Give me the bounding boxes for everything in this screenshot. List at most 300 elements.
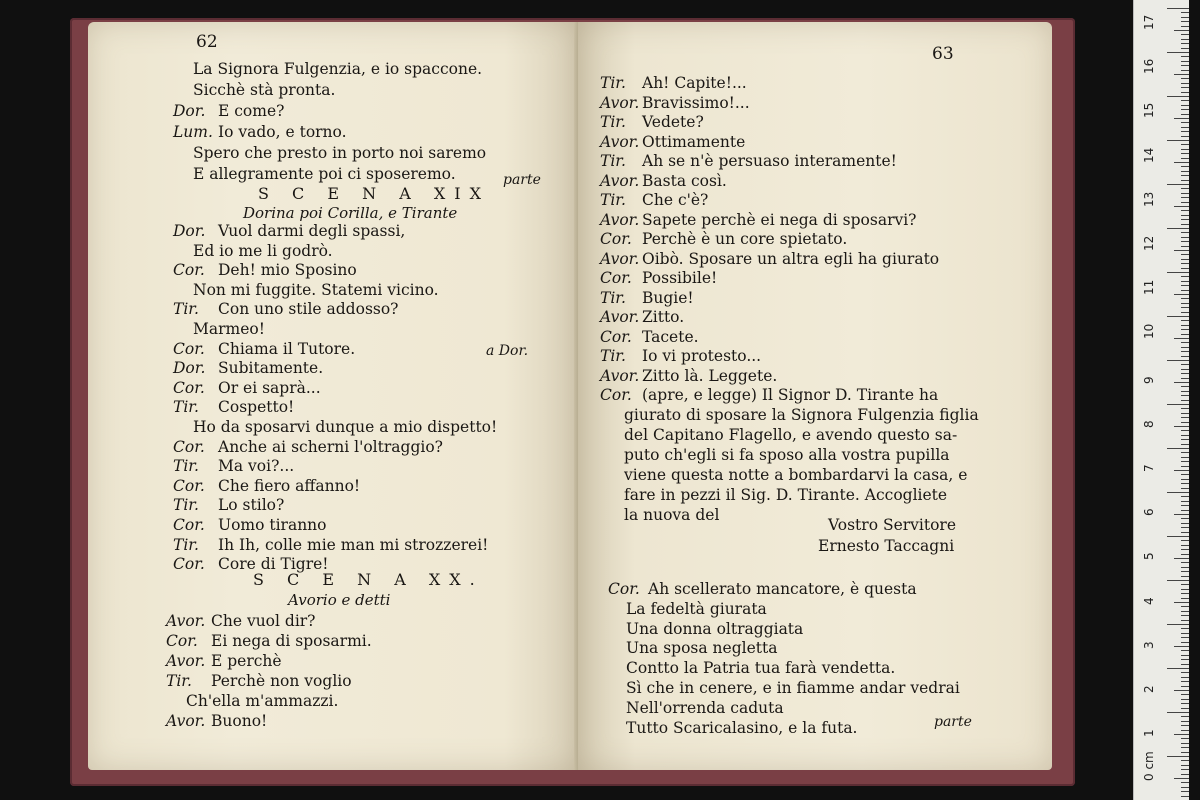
ruler-tick: [1181, 738, 1189, 739]
ruler-tick: [1181, 246, 1189, 247]
ruler-tick: [1167, 492, 1189, 493]
ruler-number: 8: [1142, 420, 1156, 428]
ruler-tick: [1167, 360, 1189, 361]
ruler-tick: [1181, 290, 1189, 291]
dialogue-line: Ho da sposarvi dunque a mio dispetto!: [193, 418, 498, 436]
ruler-tick: [1181, 791, 1189, 792]
speaker-label: Avor.: [600, 249, 640, 268]
dialogue-line: Una donna oltraggiata: [626, 619, 804, 638]
speaker-label: Cor.: [173, 437, 205, 456]
speaker-label: Cor.: [608, 580, 640, 598]
dialogue-line: Ottimamente: [642, 132, 746, 151]
dialogue-line: Spero che presto in porto noi saremo: [193, 144, 487, 162]
ruler-tick: [1181, 149, 1189, 150]
ruler-tick: [1181, 752, 1189, 753]
ruler-tick: [1181, 347, 1189, 348]
ruler-tick: [1181, 527, 1189, 528]
ruler-tick: [1167, 756, 1189, 757]
ruler-tick: [1174, 602, 1189, 603]
ruler-tick: [1181, 545, 1189, 546]
ruler-tick: [1167, 272, 1189, 273]
dialogue-line: Bugie!: [642, 288, 694, 307]
letter-signature-2: Ernesto Taccagni: [818, 537, 955, 555]
ruler-number: 6: [1142, 508, 1156, 517]
ruler-tick: [1181, 298, 1189, 299]
ruler-tick: [1181, 615, 1189, 616]
speaker-label: Tir.: [600, 152, 626, 170]
dialogue-line: Possibile!: [642, 269, 718, 287]
ruler-tick: [1181, 611, 1189, 612]
ruler-tick: [1181, 479, 1189, 480]
left-page: [88, 22, 578, 770]
speaker-label: Dor.: [173, 222, 206, 240]
dialogue-line: E come?: [218, 102, 285, 120]
ruler-tick: [1181, 716, 1189, 717]
speaker-label: Tir.: [600, 113, 626, 131]
dialogue-line: Zitto là. Leggete.: [642, 366, 778, 385]
dialogue-line: Vedete?: [642, 113, 704, 131]
dialogue-line: Perchè non voglio: [211, 672, 352, 690]
page-number-right: 63: [932, 44, 954, 64]
ruler-tick: [1181, 26, 1189, 27]
speaker-label: Avor.: [166, 612, 206, 630]
ruler-tick: [1181, 483, 1189, 484]
dialogue-line: Sicchè stà pronta.: [193, 81, 336, 99]
ruler-tick: [1181, 219, 1189, 220]
ruler-tick: [1181, 598, 1189, 599]
ruler-tick: [1167, 140, 1189, 141]
ruler-tick: [1181, 171, 1189, 172]
ruler-tick: [1181, 422, 1189, 423]
ruler-tick: [1181, 562, 1189, 563]
ruler-tick: [1181, 83, 1189, 84]
dialogue-line: Ei nega di sposarmi.: [211, 632, 372, 650]
ruler-tick: [1181, 606, 1189, 607]
dialogue-line: Tutto Scaricalasino, e la futa.: [626, 718, 858, 737]
ruler-tick: [1181, 725, 1189, 726]
ruler-tick: [1181, 215, 1189, 216]
ruler-tick: [1174, 162, 1189, 163]
speaker-label: Avor.: [600, 93, 640, 112]
ruler-tick: [1181, 61, 1189, 62]
ruler-tick: [1181, 373, 1189, 374]
ruler-tick: [1181, 334, 1189, 335]
ruler-tick: [1181, 188, 1189, 189]
ruler-number: 14: [1142, 147, 1156, 163]
ruler-number: 11: [1142, 279, 1156, 296]
ruler-tick: [1181, 593, 1189, 594]
ruler-tick: [1181, 681, 1189, 682]
ruler-tick: [1181, 17, 1189, 18]
dialogue-line: Anche ai scherni l'oltraggio?: [218, 437, 443, 456]
ruler-tick: [1181, 100, 1189, 101]
dialogue-line: Non mi fuggite. Statemi vicino.: [193, 280, 439, 299]
speaker-label: Tir.: [600, 74, 626, 92]
ruler-tick: [1181, 703, 1189, 704]
speaker-label: Tir.: [173, 300, 199, 319]
ruler-tick: [1167, 96, 1189, 97]
ruler-number: 17: [1142, 14, 1156, 30]
speaker-label: Cor.: [166, 632, 198, 650]
dialogue-line: Bravissimo!...: [642, 93, 750, 112]
ruler-tick: [1174, 74, 1189, 75]
dialogue-line: (apre, e legge) Il Signor D. Tirante ha: [642, 386, 939, 404]
ruler-number: 16: [1142, 58, 1156, 75]
dialogue-line: Che c'è?: [642, 191, 709, 209]
speaker-label: Tir.: [600, 347, 626, 365]
ruler-number: 0 cm: [1142, 751, 1156, 782]
ruler-tick: [1181, 307, 1189, 308]
dialogue-line: Nell'orrenda caduta: [626, 698, 784, 717]
letter-signature-1: Vostro Servitore: [828, 516, 957, 534]
ruler-tick: [1181, 518, 1189, 519]
ruler-tick: [1181, 12, 1189, 13]
stage-note-parte-right: parte: [934, 714, 972, 730]
dialogue-line: Che fiero affanno!: [218, 476, 361, 495]
ruler-tick: [1181, 356, 1189, 357]
ruler-tick: [1181, 48, 1189, 49]
speaker-label: Cor.: [600, 269, 632, 287]
ruler-tick: [1181, 461, 1189, 462]
ruler-tick: [1181, 743, 1189, 744]
dialogue-line: Zitto.: [642, 308, 685, 326]
stage-note-a-dor: a Dor.: [486, 343, 529, 359]
letter-line: del Capitano Flagello, e avendo questo sa-: [624, 426, 958, 444]
ruler-tick: [1181, 109, 1189, 110]
ruler-tick: [1167, 184, 1189, 185]
ruler-tick: [1174, 734, 1189, 735]
ruler-tick: [1181, 329, 1189, 330]
ruler-tick: [1181, 501, 1189, 502]
ruler-tick: [1181, 642, 1189, 643]
ruler-tick: [1181, 540, 1189, 541]
ruler-tick: [1181, 474, 1189, 475]
ruler-tick: [1181, 417, 1189, 418]
dialogue-line: Io vi protesto...: [642, 347, 762, 365]
dialogue-line: Lo stilo?: [218, 496, 285, 515]
ruler-number: 1: [1142, 729, 1156, 738]
ruler-tick: [1167, 536, 1189, 537]
ruler-tick: [1181, 136, 1189, 137]
ruler-tick: [1181, 70, 1189, 71]
ruler-tick: [1167, 624, 1189, 625]
speaker-label: Avor.: [600, 366, 640, 385]
ruler-tick: [1167, 228, 1189, 229]
letter-line: fare in pezzi il Sig. D. Tirante. Accogliete: [624, 486, 948, 504]
speaker-label: Tir.: [173, 535, 199, 554]
ruler-tick: [1181, 400, 1189, 401]
ruler-tick: [1181, 127, 1189, 128]
ruler-tick: [1181, 56, 1189, 57]
ruler-tick: [1181, 21, 1189, 22]
speaker-label: Cor.: [173, 339, 205, 358]
ruler-number: 10: [1142, 324, 1156, 340]
ruler-tick: [1181, 78, 1189, 79]
speaker-label: Cor.: [600, 327, 632, 346]
ruler-tick: [1181, 655, 1189, 656]
dialogue-line: Oibò. Sposare un altra egli ha giurato: [642, 249, 940, 268]
speaker-label: Cor.: [173, 261, 205, 280]
speaker-label: Dor.: [173, 359, 206, 378]
ruler-tick: [1181, 637, 1189, 638]
ruler-tick: [1181, 320, 1189, 321]
ruler-tick: [1167, 668, 1189, 669]
ruler-tick: [1181, 554, 1189, 555]
stage-direction-xx: Avorio e detti: [288, 591, 391, 609]
speaker-label: Tir.: [600, 288, 626, 307]
dialogue-line: Deh! mio Sposino: [218, 261, 357, 280]
dialogue-line: La Signora Fulgenzia, e io spaccone.: [193, 60, 483, 78]
ruler-tick: [1181, 122, 1189, 123]
speaker-label: Tir.: [173, 496, 199, 515]
ruler-tick: [1181, 92, 1189, 93]
ruler-tick: [1174, 338, 1189, 339]
ruler-tick: [1181, 268, 1189, 269]
ruler-tick: [1181, 386, 1189, 387]
ruler-tick: [1181, 620, 1189, 621]
ruler-tick: [1181, 730, 1189, 731]
ruler-tick: [1181, 532, 1189, 533]
dialogue-line: Ah se n'è persuaso interamente!: [642, 152, 897, 170]
ruler-tick: [1181, 39, 1189, 40]
dialogue-line: Contto la Patria tua farà vendetta.: [626, 659, 896, 678]
ruler-number: 15: [1142, 103, 1156, 119]
dialogue-line: Vuol darmi degli spassi,: [218, 222, 406, 240]
ruler-tick: [1181, 523, 1189, 524]
ruler-tick: [1181, 576, 1189, 577]
ruler-tick: [1181, 325, 1189, 326]
ruler-tick: [1181, 488, 1189, 489]
ruler-tick: [1181, 571, 1189, 572]
ruler-tick: [1167, 404, 1189, 405]
ruler-tick: [1181, 686, 1189, 687]
ruler-tick: [1181, 263, 1189, 264]
speaker-label: Dor.: [173, 102, 206, 120]
speaker-label: Cor.: [600, 386, 632, 404]
dialogue-line: Uomo tiranno: [218, 516, 327, 534]
dialogue-line: Ch'ella m'ammazzi.: [186, 692, 339, 710]
ruler-tick: [1181, 435, 1189, 436]
speaker-label: Avor.: [600, 132, 640, 151]
speaker-label: Cor.: [600, 230, 632, 248]
ruler-tick: [1181, 259, 1189, 260]
dialogue-line: Core di Tigre!: [218, 555, 329, 574]
ruler-tick: [1181, 787, 1189, 788]
speaker-label: Avor.: [600, 171, 640, 190]
letter-line: giurato di sposare la Signora Fulgenzia figlia: [624, 406, 979, 424]
dialogue-line: Buono!: [211, 712, 268, 730]
ruler-tick: [1181, 369, 1189, 370]
dialogue-line: La fedeltà giurata: [626, 599, 767, 618]
dialogue-line: Ma voi?...: [218, 457, 295, 476]
ruler-tick: [1181, 87, 1189, 88]
ruler-tick: [1181, 510, 1189, 511]
ruler-tick: [1181, 378, 1189, 379]
ruler-tick: [1181, 430, 1189, 431]
dialogue-line: Basta così.: [642, 171, 727, 190]
ruler-tick: [1167, 8, 1189, 9]
dialogue-line: Ah! Capite!...: [642, 74, 747, 92]
ruler-number: 9: [1142, 375, 1156, 384]
ruler-tick: [1167, 316, 1189, 317]
ruler-tick: [1181, 672, 1189, 673]
dialogue-line: Perchè è un core spietato.: [642, 230, 848, 248]
speaker-label: Avor.: [166, 652, 206, 670]
ruler-tick: [1181, 232, 1189, 233]
ruler-tick: [1174, 294, 1189, 295]
ruler-tick: [1181, 210, 1189, 211]
ruler-tick: [1167, 52, 1189, 53]
ruler-number: 2: [1142, 685, 1156, 693]
ruler-tick: [1181, 131, 1189, 132]
letter-line: viene questa notte a bombardarvi la casa, e: [624, 466, 968, 484]
right-page: [578, 22, 1052, 770]
speaker-label: Tir.: [173, 398, 199, 417]
dialogue-line: Chiama il Tutore.: [218, 339, 356, 358]
ruler-tick: [1181, 628, 1189, 629]
ruler-tick: [1181, 769, 1189, 770]
dialogue-line: E perchè: [211, 652, 282, 670]
ruler-tick: [1181, 43, 1189, 44]
ruler-tick: [1181, 364, 1189, 365]
ruler-number: 3: [1142, 641, 1156, 649]
dialogue-line: Cospetto!: [218, 398, 295, 417]
dialogue-line: E allegramente poi ci sposeremo.: [193, 165, 456, 183]
ruler-tick: [1181, 303, 1189, 304]
ruler-tick: [1167, 580, 1189, 581]
ruler-tick: [1181, 457, 1189, 458]
ruler-tick: [1174, 206, 1189, 207]
ruler-tick: [1181, 664, 1189, 665]
ruler-tick: [1181, 281, 1189, 282]
ruler-tick: [1181, 175, 1189, 176]
ruler-tick: [1181, 144, 1189, 145]
measurement-ruler: [1133, 0, 1189, 800]
ruler-tick: [1181, 659, 1189, 660]
letter-line: la nuova del: [624, 506, 720, 524]
ruler-tick: [1181, 34, 1189, 35]
ruler-tick: [1174, 426, 1189, 427]
ruler-tick: [1174, 778, 1189, 779]
ruler-tick: [1181, 496, 1189, 497]
ruler-tick: [1181, 444, 1189, 445]
scene-heading-xix: S C E N A XIX: [258, 184, 490, 203]
speaker-label: Avor.: [600, 210, 640, 229]
speaker-label: Avor.: [600, 308, 640, 326]
ruler-tick: [1181, 699, 1189, 700]
ruler-tick: [1181, 584, 1189, 585]
ruler-tick: [1181, 549, 1189, 550]
ruler-tick: [1181, 708, 1189, 709]
ruler-tick: [1181, 721, 1189, 722]
ruler-tick: [1181, 312, 1189, 313]
speaker-label: Tir.: [600, 191, 626, 209]
ruler-number: 12: [1142, 235, 1156, 251]
ruler-tick: [1181, 505, 1189, 506]
ruler-tick: [1181, 197, 1189, 198]
dialogue-line: Che vuol dir?: [211, 612, 316, 630]
ruler-tick: [1181, 774, 1189, 775]
ruler-tick: [1181, 395, 1189, 396]
speaker-label: Cor.: [173, 555, 205, 574]
ruler-tick: [1181, 114, 1189, 115]
ruler-tick: [1181, 760, 1189, 761]
ruler-tick: [1174, 470, 1189, 471]
dialogue-line: Sì che in cenere, e in fiamme andar vedrai: [626, 679, 960, 697]
dialogue-line: Sapete perchè ei nega di sposarvi?: [642, 210, 917, 229]
letter-line: puto ch'egli si fa sposo alla vostra pupilla: [624, 446, 950, 464]
ruler-tick: [1181, 105, 1189, 106]
dialogue-line: Io vado, e torno.: [218, 123, 347, 141]
ruler-tick: [1181, 782, 1189, 783]
ruler-tick: [1181, 254, 1189, 255]
ruler-tick: [1181, 765, 1189, 766]
ruler-tick: [1181, 342, 1189, 343]
ruler-tick: [1181, 567, 1189, 568]
dialogue-line: Con uno stile addosso?: [218, 300, 399, 319]
speaker-label: Cor.: [173, 378, 205, 397]
dialogue-line: Ah scellerato mancatore, è questa: [648, 580, 917, 598]
ruler-tick: [1181, 391, 1189, 392]
ruler-tick: [1181, 796, 1189, 797]
speaker-label: Tir.: [173, 457, 199, 476]
ruler-tick: [1181, 439, 1189, 440]
dialogue-line: Ed io me li godrò.: [193, 241, 333, 260]
ruler-tick: [1174, 646, 1189, 647]
ruler-tick: [1181, 65, 1189, 66]
speaker-label: Cor.: [173, 516, 205, 534]
ruler-tick: [1181, 466, 1189, 467]
stage-direction-xix: Dorina poi Corilla, e Tirante: [243, 204, 458, 222]
dialogue-line: Marmeo!: [193, 320, 265, 338]
ruler-tick: [1181, 408, 1189, 409]
ruler-tick: [1174, 382, 1189, 383]
ruler-tick: [1181, 351, 1189, 352]
ruler-tick: [1174, 30, 1189, 31]
ruler-tick: [1174, 690, 1189, 691]
ruler-tick: [1181, 276, 1189, 277]
speaker-label: Lum.: [173, 123, 213, 141]
dialogue-line: Tacete.: [642, 327, 699, 346]
ruler-number: 13: [1142, 191, 1156, 207]
ruler-tick: [1181, 224, 1189, 225]
ruler-number: 4: [1142, 596, 1156, 605]
page-number-left: 62: [196, 32, 218, 52]
ruler-tick: [1181, 677, 1189, 678]
ruler-tick: [1181, 180, 1189, 181]
ruler-tick: [1181, 413, 1189, 414]
dialogue-line: Una sposa negletta: [626, 639, 778, 658]
ruler-tick: [1167, 448, 1189, 449]
speaker-label: Avor.: [166, 712, 206, 730]
dialogue-line: Subitamente.: [218, 359, 324, 378]
ruler-tick: [1181, 452, 1189, 453]
ruler-tick: [1174, 514, 1189, 515]
ruler-tick: [1174, 250, 1189, 251]
ruler-tick: [1181, 202, 1189, 203]
ruler-number: 7: [1142, 464, 1156, 472]
stage-note-parte: parte: [503, 172, 541, 188]
ruler-tick: [1181, 694, 1189, 695]
speaker-label: Tir.: [166, 672, 192, 690]
ruler-number: 5: [1142, 552, 1156, 561]
speaker-label: Cor.: [173, 476, 205, 495]
ruler-tick: [1174, 558, 1189, 559]
ruler-tick: [1181, 650, 1189, 651]
ruler-tick: [1181, 237, 1189, 238]
ruler-tick: [1181, 747, 1189, 748]
ruler-tick: [1181, 285, 1189, 286]
